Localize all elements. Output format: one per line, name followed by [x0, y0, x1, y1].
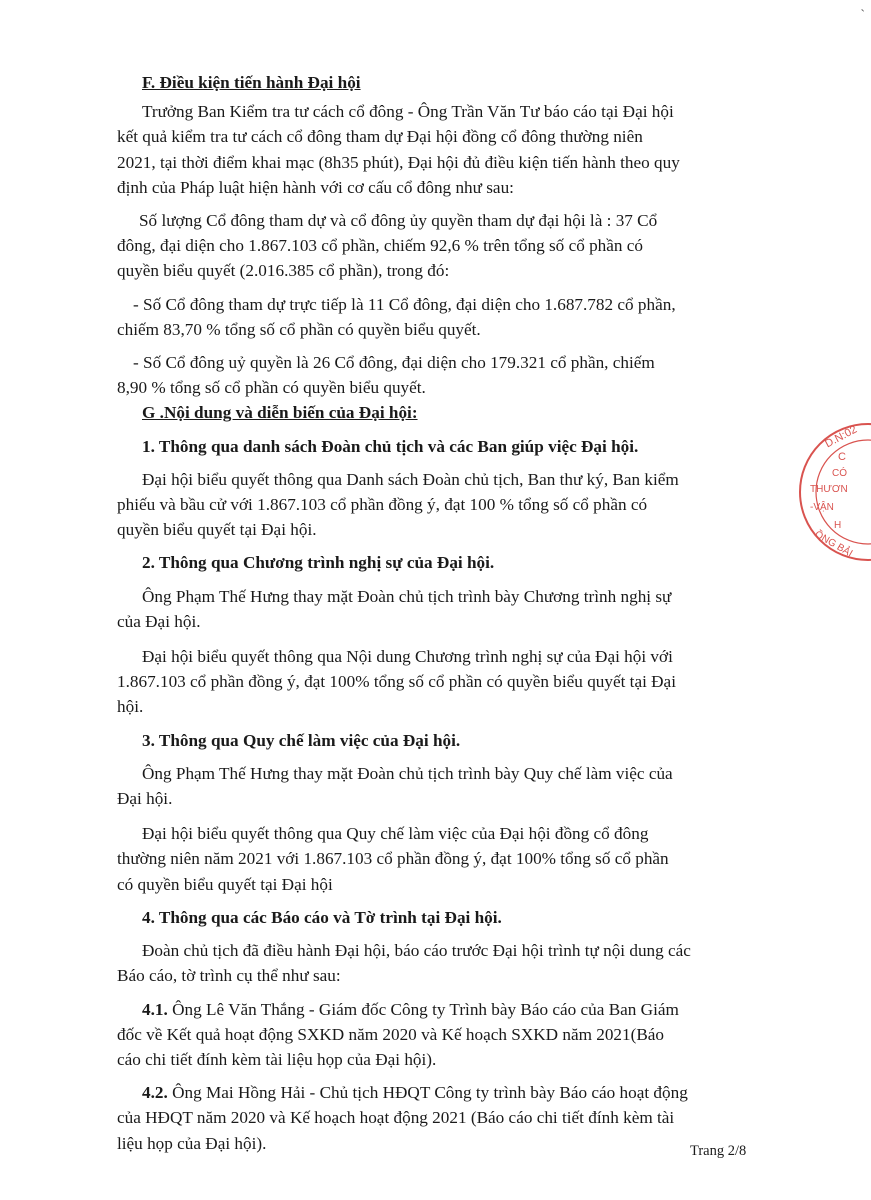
document-body	[117, 70, 787, 1156]
seal-fragment: CÓ	[832, 468, 847, 479]
item-4-1-paragraph	[117, 997, 787, 1073]
text-line: quyền biểu quyết (2.016.385 cổ phần), trong đó:	[117, 261, 450, 281]
item-4-paragraph	[117, 938, 787, 988]
section-f-paragraph-2	[117, 208, 787, 284]
text-line: cáo chi tiết đính kèm tài liệu họp của Đại hội).	[117, 1049, 437, 1069]
item-4-2-paragraph	[117, 1080, 787, 1156]
text-line: Số lượng Cổ đông tham dự và cổ đông ủy quyền tham dự đại hội là : 37 Cổ	[139, 211, 658, 231]
section-f-heading: F. Điều kiện tiến hành Đại hội	[142, 73, 361, 92]
scan-corner-mark: ˴	[860, 2, 865, 17]
seal-fragment: D.N:02	[823, 423, 860, 451]
text-line: đốc về Kết quả hoạt động SXKD năm 2020 và Kế hoạch SXKD năm 2021(Báo	[117, 1024, 665, 1044]
text-line: định của Pháp luật hiện hành với cơ cấu cổ đông như sau:	[117, 177, 514, 197]
text-line: Báo cáo, tờ trình cụ thể như sau:	[117, 966, 341, 986]
item-1-paragraph	[117, 467, 787, 543]
text-line: của Đại hội.	[117, 611, 201, 631]
text-span: Ông Lê Văn Thắng - Giám đốc Công ty Trình bày Báo cáo của Ban Giám	[167, 999, 679, 1019]
section-g-heading: G .Nội dung và diễn biến của Đại hội:	[142, 403, 418, 423]
item-4-1-label: 4.1.	[142, 999, 168, 1019]
section-f-bullet-2	[117, 350, 787, 400]
item-4-title: 4. Thông qua các Báo cáo và Tờ trình tại Đại hội.	[142, 907, 502, 927]
section-f-paragraph-1	[117, 99, 787, 200]
text-line: chiếm 83,70 % tổng số cổ phần có quyền biểu quyết.	[117, 319, 481, 339]
text-line: - Số Cổ đông uỷ quyền là 26 Cổ đông, đại diện cho 179.321 cổ phần, chiếm	[133, 353, 655, 373]
text-line	[117, 997, 787, 1022]
section-f-bullet-1	[117, 292, 787, 342]
seal-fragment: THƯƠN	[810, 484, 848, 495]
item-3-paragraph-2	[117, 821, 787, 897]
item-4-2-label: 4.2.	[142, 1083, 168, 1103]
company-seal-icon	[798, 412, 871, 572]
text-line: - Số Cổ đông tham dự trực tiếp là 11 Cổ đông, đại diện cho 1.687.782 cổ phần,	[133, 294, 676, 314]
item-3-paragraph-1	[117, 761, 787, 811]
text-line: Ông Phạm Thế Hưng thay mặt Đoàn chủ tịch trình bày Quy chế làm việc của	[142, 763, 673, 783]
text-line: 8,90 % tổng số cổ phần có quyền biểu quyết.	[117, 378, 426, 398]
text-line: Đại hội biểu quyết thông qua Danh sách Đoàn chủ tịch, Ban thư ký, Ban kiểm	[142, 469, 679, 489]
text-line: hội.	[117, 697, 144, 717]
seal-fragment: -VẬN	[810, 502, 834, 513]
text-line: đông, đại diện cho 1.867.103 cổ phần, chiếm 92,6 % trên tổng số cổ phần có	[117, 236, 644, 256]
text-line: liệu họp của Đại hội).	[117, 1133, 267, 1153]
seal-fragment: ỒNG BẢI	[812, 529, 855, 560]
text-line: có quyền biểu quyết tại Đại hội	[117, 874, 333, 894]
seal-fragment: C	[838, 451, 846, 463]
item-2-paragraph-2	[117, 644, 787, 720]
text-line: của HĐQT năm 2020 và Kế hoạch hoạt động 2021 (Báo cáo chi tiết đính kèm tài	[117, 1108, 675, 1128]
text-line: Đại hội biểu quyết thông qua Nội dung Chương trình nghị sự của Đại hội với	[142, 647, 673, 667]
item-2-title: 2. Thông qua Chương trình nghị sự của Đại hội.	[142, 553, 495, 573]
text-line: quyền biểu quyết tại Đại hội.	[117, 520, 317, 540]
text-line: phiếu và bầu cử với 1.867.103 cổ phần đồng ý, đạt 100 % tổng số cổ phần có	[117, 495, 648, 515]
item-1-title: 1. Thông qua danh sách Đoàn chủ tịch và các Ban giúp việc Đại hội.	[142, 436, 639, 456]
text-line: Ông Phạm Thế Hưng thay mặt Đoàn chủ tịch trình bày Chương trình nghị sự	[142, 586, 672, 606]
text-line	[117, 1080, 787, 1105]
page-number: Trang 2/8	[690, 1143, 747, 1159]
text-line: kết quả kiểm tra tư cách cổ đông tham dự Đại hội đồng cổ đông thường niên	[117, 127, 643, 147]
text-span: Ông Mai Hồng Hải - Chủ tịch HĐQT Công ty trình bày Báo cáo hoạt động	[167, 1083, 688, 1103]
text-line: thường niên năm 2021 với 1.867.103 cổ phần đồng ý, đạt 100% tổng số cổ phần	[117, 849, 669, 869]
seal-fragment: H	[834, 520, 842, 531]
text-line: Đại hội biểu quyết thông qua Quy chế làm việc của Đại hội đồng cổ đông	[142, 824, 649, 844]
text-line: Đại hội.	[117, 789, 173, 809]
text-line: 2021, tại thời điểm khai mạc (8h35 phút), Đại hội đủ điều kiện tiến hành theo quy	[117, 152, 680, 172]
item-3-title: 3. Thông qua Quy chế làm việc của Đại hội.	[142, 730, 461, 750]
text-line: 1.867.103 cổ phần đồng ý, đạt 100% tổng số cổ phần có quyền biểu quyết tại Đại	[117, 672, 676, 692]
text-line: Trưởng Ban Kiểm tra tư cách cổ đông - Ông Trần Văn Tư báo cáo tại Đại hội	[142, 102, 674, 122]
item-2-paragraph-1	[117, 584, 787, 634]
text-line: Đoàn chủ tịch đã điều hành Đại hội, báo cáo trước Đại hội trình tự nội dung các	[142, 941, 691, 961]
